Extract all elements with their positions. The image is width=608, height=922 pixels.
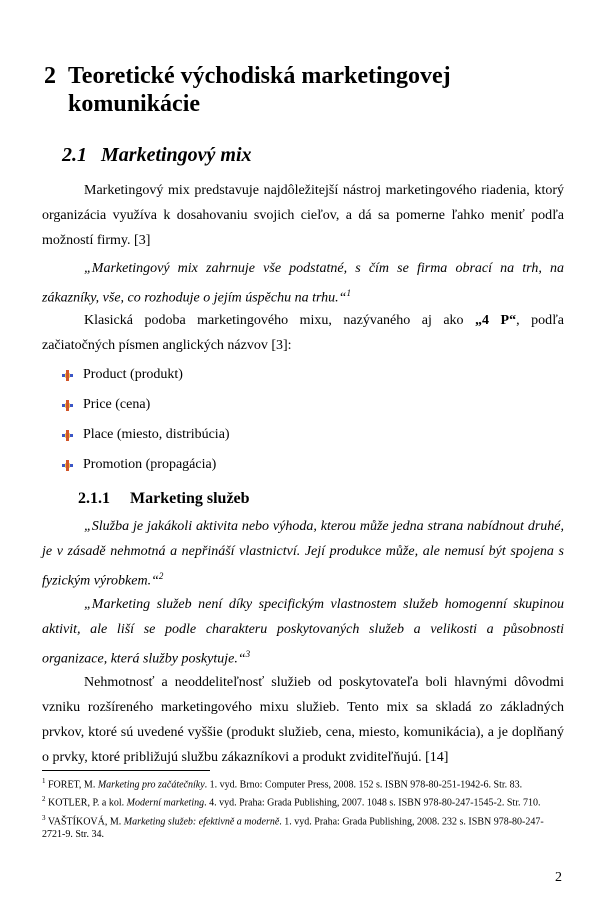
bullet-icon <box>62 370 73 381</box>
paragraph-4p-after: , podľa začiatočných písmen anglických názvov [3]: <box>42 313 564 353</box>
footnote-number: 3 <box>42 813 46 822</box>
footnote-details: . 1. vyd. Praha: Grada Publishing, 2008. 232 s. ISBN 978-80-247-2721-9. Str. 34. <box>42 815 544 840</box>
section-heading <box>62 144 252 167</box>
list-item-label: Product (produkt) <box>83 367 183 382</box>
list-item <box>62 450 230 480</box>
list-item-label: Promotion (propagácia) <box>83 457 217 472</box>
quote-text: „Marketing služeb není díky specifickým vlastnostem služeb homogenní skupinou aktivit, ale liší se podle charakteru poskytovaných služeb a velikosti a působnosti organizace, která služby poskytuje.“ <box>42 597 564 667</box>
paragraph-4p-before: Klasická podoba marketingového mixu, nazývaného aj ako <box>84 313 476 328</box>
chapter-number: 2 <box>44 63 56 89</box>
footnote-ref: 3 <box>245 649 251 659</box>
paragraph-service-mix: Nehmotnosť a neoddeliteľnosť služieb od poskytovateľa boli hlavnými dôvodmi vzniku rozšíreného marketingového mixu služieb. Tento mix sa skladá zo základných prvkov, ktoré sú uvedené vyššie (produkt služieb, cena, miesto, komunikácia), a je doplňaný o prvky, ktoré približujú službu zákazníkovi a produkt zviditeľňujú. [14] <box>42 675 564 765</box>
footnote-title: Marketing pro začátečníky <box>97 779 205 791</box>
footnote-number: 1 <box>42 777 46 785</box>
quote-text: „Služba je jakákoli aktivita nebo výhoda, kterou může jedna strana nabídnout druhé, je v zásadě nehmotná a nepřináší vlastnictví. Její produkce může, ale nemusí být spojena s fyzickým výrobkem.“ <box>42 519 564 589</box>
four-p-list <box>62 360 230 480</box>
bullet-icon <box>62 460 73 471</box>
list-item <box>62 390 230 420</box>
bullet-icon <box>62 430 73 441</box>
subsection-title: Marketing služeb <box>130 490 250 507</box>
footnote-title: Marketing služeb: efektivně a moderně <box>123 815 280 827</box>
list-item <box>62 420 230 450</box>
quote-text: „Marketingový mix zahrnuje vše podstatné, s čím se firma obrací na trh, na zákazníky, vše, co rozhoduje o jejím úspěchu na trhu.“ <box>42 261 564 306</box>
footnote-number: 2 <box>42 795 46 804</box>
footnote-author: VAŠTÍKOVÁ, M. <box>47 815 124 827</box>
quote-marketing-mix <box>42 256 564 311</box>
list-item-label: Place (miesto, distribúcia) <box>83 427 230 442</box>
footnote-separator <box>42 770 210 771</box>
chapter-title-line2: komunikácie <box>68 91 201 117</box>
quote-service-marketing <box>42 592 564 672</box>
section-number: 2.1 <box>62 144 87 166</box>
paragraph-4p-bold: „4 P“ <box>475 313 517 328</box>
chapter-heading <box>44 62 564 118</box>
footnote <box>42 812 564 841</box>
section-title: Marketingový mix <box>101 144 252 166</box>
quote-service <box>42 514 564 594</box>
paragraph-marketing-mix: Marketingový mix predstavuje najdôležitejší nástroj marketingového riadenia, ktorý organizácia využíva k dosahovaniu svojich cieľov, a dá sa pomerne ľahko meniť podľa možností firmy. [3] <box>42 183 564 248</box>
bullet-icon <box>62 400 73 411</box>
footnote <box>42 793 564 809</box>
footnote-ref: 2 <box>158 571 164 581</box>
subsection-heading <box>78 490 250 508</box>
paragraph-4p <box>42 308 564 358</box>
page-number: 2 <box>555 870 562 885</box>
footnote-ref: 1 <box>346 288 351 298</box>
list-item <box>62 360 230 390</box>
subsection-number: 2.1.1 <box>78 490 110 507</box>
footnote-details: . 4. vyd. Praha: Grada Publishing, 2007. 1048 s. ISBN 978-80-247-1545-2. Str. 710. <box>204 797 541 809</box>
footnote <box>42 775 564 791</box>
chapter-title-line1: Teoretické východiská marketingovej <box>68 63 451 89</box>
footnote-details: . 1. vyd. Brno: Computer Press, 2008. 152 s. ISBN 978-80-251-1942-6. Str. 83. <box>204 779 523 791</box>
list-item-label: Price (cena) <box>83 397 151 412</box>
footnotes <box>42 775 564 843</box>
footnote-title: Moderní marketing <box>126 797 205 809</box>
footnote-author: KOTLER, P. a kol. <box>48 797 127 809</box>
footnote-author: FORET, M. <box>48 779 98 791</box>
